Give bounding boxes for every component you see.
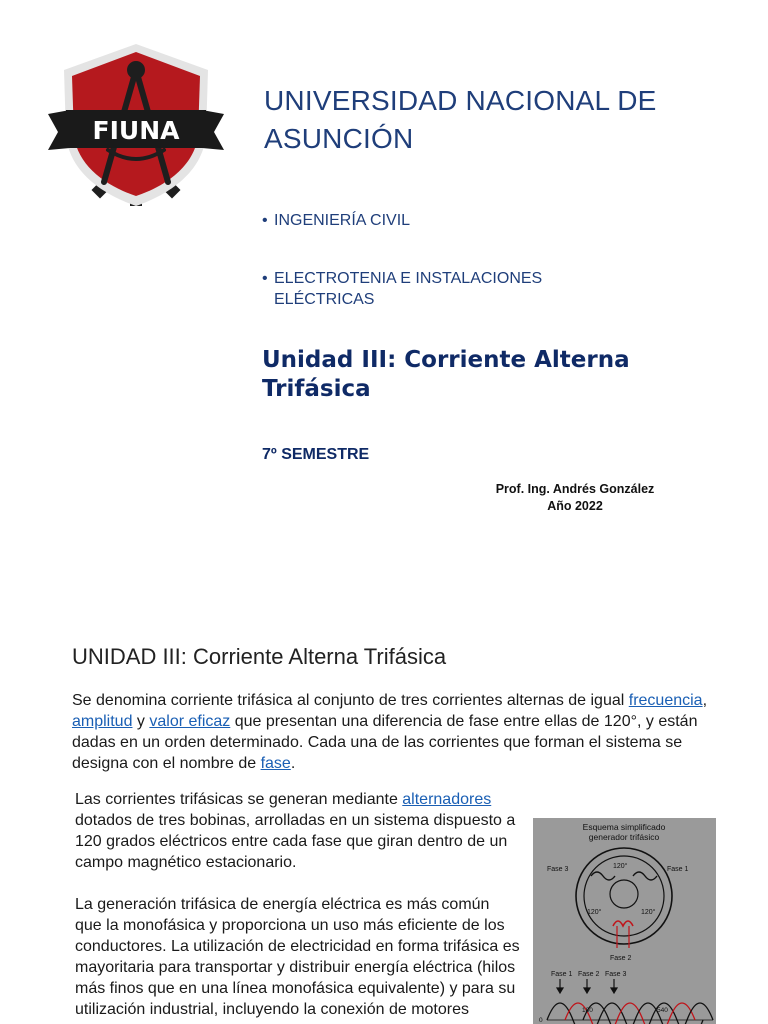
tick-0: 0 — [539, 1017, 543, 1024]
text-run: y — [132, 713, 150, 730]
phase-arrows — [557, 979, 617, 993]
link-frecuencia[interactable]: frecuencia — [628, 692, 703, 709]
bullet-career — [262, 210, 410, 231]
angle-right: 120° — [641, 909, 656, 916]
text-run: dotados de tres bobinas, arrolladas en un sistema dispuesto a 120 grados eléctricos entre cada fase que giran dentro de un campo magnético estacionario. — [75, 812, 516, 871]
angle-left: 120° — [587, 909, 602, 916]
logo-text: FIUNA — [92, 116, 180, 145]
rotor — [610, 880, 638, 908]
text-run: Las corrientes trifásicas se generan mediante — [75, 791, 403, 808]
semester-label: 7º SEMESTRE — [262, 446, 370, 463]
university-title: UNIVERSIDAD NACIONAL DE ASUNCIÓN — [264, 85, 657, 154]
bullet-subject — [262, 268, 582, 310]
link-alternadores[interactable]: alternadores — [402, 791, 492, 808]
paragraph-generation — [75, 789, 520, 873]
unit-title: Unidad III: Corriente Alterna Trifásica — [262, 347, 630, 402]
year-label: Año 2022 — [547, 499, 603, 513]
bullet-text: INGENIERÍA CIVIL — [274, 212, 411, 229]
angle-top: 120° — [613, 863, 628, 870]
label-fase2: Fase 2 — [610, 955, 632, 962]
bullet-text: ELECTROTENIA E INSTALACIONES ELÉCTRICAS — [274, 270, 543, 308]
professor-name: Prof. Ing. Andrés González — [495, 482, 655, 496]
link-valor-eficaz[interactable]: valor eficaz — [149, 713, 231, 730]
text-run: . — [290, 755, 296, 772]
paragraph-definition — [72, 690, 712, 774]
generator-diagram — [533, 818, 716, 1024]
text-run: que presentan una diferencia de fase entre ellas de 120°, y están dadas en un orden determinado. Cada una de las corrientes que forman el sistema se designa con el nombre de — [72, 713, 698, 772]
generator-diagram-svg — [533, 818, 716, 1024]
coil-fase1 — [633, 872, 657, 880]
tick-540: 540 — [657, 1007, 668, 1014]
link-fase[interactable]: fase — [260, 755, 291, 772]
diagram-title-line1: Esquema simplificado — [582, 822, 666, 832]
paragraph-efficiency: La generación trifásica de energía eléctrica es más común que la monofásica y proporciona un uso más eficiente de los conductores. La utilización de electricidad en forma trifásica es mayoritaria para transportar y distribuir energía eléctrica (hilos más finos que en una línea monofásica equivalente) y para su utilización industrial, incluyendo la conexión de motores — [75, 896, 520, 1018]
text-run: , — [702, 692, 708, 709]
fiuna-logo — [46, 40, 226, 210]
link-amplitud[interactable]: amplitud — [72, 713, 133, 730]
coil-fase3 — [591, 872, 615, 880]
wave-label-2: Fase 2 — [578, 971, 600, 978]
coil-fase2 — [613, 921, 633, 926]
tick-180: 180 — [582, 1007, 593, 1014]
waveform-fase3 — [583, 1003, 713, 1024]
wave-label-1: Fase 1 — [551, 971, 573, 978]
professor-block — [470, 481, 680, 515]
diagram-title-line2: generador trifásico — [588, 832, 660, 842]
label-fase3: Fase 3 — [547, 866, 569, 873]
section-title: UNIDAD III: Corriente Alterna Trifásica — [72, 644, 447, 669]
wave-label-3: Fase 3 — [605, 971, 627, 978]
text-run: Se denomina corriente trifásica al conjunto de tres corrientes alternas de igual — [72, 692, 629, 709]
label-fase1: Fase 1 — [667, 866, 689, 873]
bullet-marker: • — [262, 270, 268, 287]
bullet-marker: • — [262, 212, 268, 229]
